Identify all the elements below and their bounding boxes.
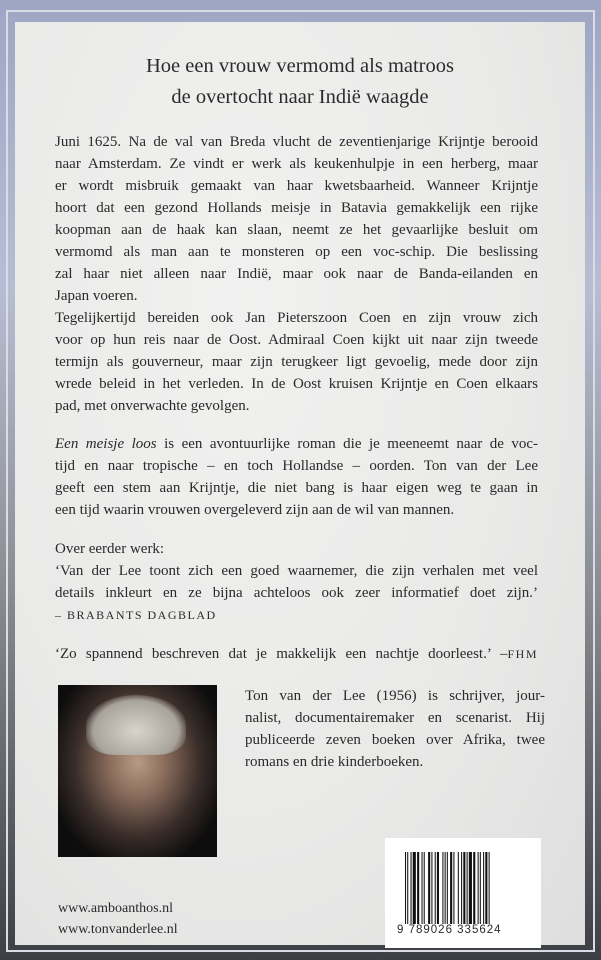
barcode-bar <box>411 852 412 924</box>
author-photo <box>58 685 217 857</box>
review-source: FHM <box>507 647 538 661</box>
barcode-bar <box>480 852 481 924</box>
publisher-url[interactable]: www.amboanthos.nl <box>58 901 173 916</box>
barcode-bar <box>461 852 462 924</box>
blurb-line: koopman aan de haak kan slaan, neemt ze het gevaarlijke besluit om <box>55 222 538 238</box>
barcode-bar <box>435 852 436 924</box>
author-bio-line: publiceerde zeven boeken over Afrika, twee <box>245 732 545 748</box>
blurb-line: een tijd waarin vrouwen overgeleverd zijn aan de wil van mannen. <box>55 502 455 518</box>
barcode-bar <box>437 852 439 924</box>
blurb-line: geeft een stem aan Krijntje, die niet bang is haar eigen weg te gaan in <box>55 480 538 496</box>
tagline-line-2: de overtocht naar Indië waagde <box>171 86 429 108</box>
barcode-bar <box>463 852 465 924</box>
book-title: Een meisje loos <box>55 436 157 452</box>
blurb-line: Tegelijkertijd bereiden ook Jan Pieterszoon Coen en zijn vrouw zich <box>55 310 538 326</box>
blurb-line: naar Amsterdam. Ze vindt er werk als keukenhulpje in een herberg, maar <box>55 156 538 172</box>
barcode-bar <box>431 852 432 924</box>
blurb-line: tijd en naar tropische – en toch Hollandse – oorden. Ton van der Lee <box>55 458 538 474</box>
tagline-line-1: Hoe een vrouw vermomd als matroos <box>146 55 454 77</box>
isbn-number: 9 789026 335624 <box>397 924 502 936</box>
review-quote-line: ‘Van der Lee toont zich een goed waarnemer, die zijn verhalen met veel <box>55 563 538 579</box>
reviews-heading: Over eerder werk: <box>55 541 165 557</box>
barcode-bar <box>483 852 484 924</box>
barcode-bar <box>458 852 459 924</box>
blurb-line: Een meisje loos is een avontuurlijke roman die je meeneemt naar de voc- <box>55 436 538 452</box>
blurb-line: er wordt misbruik gemaakt van haar kwetsbaarheid. Wanneer Krijntje <box>55 178 538 194</box>
review-quote-line: details inkleurt en ze bijna achteloos ook zeer informatief doet zijn.’ <box>55 585 538 601</box>
blurb-line: zal haar niet alleen naar Indië, maar ook naar de Banda-eilanden en <box>55 266 538 282</box>
barcode-bar <box>445 852 446 924</box>
barcode-bar <box>450 852 452 924</box>
back-cover-panel <box>15 22 585 945</box>
barcode-bar <box>413 852 416 924</box>
author-bio-line: romans en drie kinderboeken. <box>245 754 424 770</box>
blurb-line: pad, met onverwachte gevolgen. <box>55 398 250 414</box>
barcode-bar <box>453 852 454 924</box>
barcode-bars <box>405 852 520 924</box>
barcode-bar <box>485 852 487 924</box>
barcode-bar <box>442 852 443 924</box>
blurb-line: vermomd als man aan te monsteren op een voc-schip. Die beslissing <box>55 244 538 260</box>
review-source: – BRABANTS DAGBLAD <box>55 608 217 622</box>
blurb-line: wrede beleid in het verleden. In de Oost kruisen Krijntje en Coen elkaars <box>55 376 538 392</box>
barcode-bar <box>424 852 425 924</box>
blurb-line: Juni 1625. Na de val van Breda vlucht de zeventienjarige Krijntje berooid <box>55 134 538 150</box>
blurb-line: hoort dat een gezond Hollands meisje in Batavia gemakkelijk een rijke <box>55 200 538 216</box>
barcode-bar <box>407 852 408 924</box>
review-quote-2: ‘Zo spannend beschreven dat je makkelijk een nachtje doorleest.’ –FHM <box>55 646 538 662</box>
barcode-bar <box>417 852 419 924</box>
blurb-line: voor op hun reis naar de Oost. Admiraal Coen kijkt uit naar zijn tweede <box>55 332 538 348</box>
author-bio-line: Ton van der Lee (1956) is schrijver, jour- <box>245 688 545 704</box>
barcode-bar <box>428 852 430 924</box>
barcode-bar <box>469 852 472 924</box>
author-bio-line: nalist, documentairemaker en scenarist. Hij <box>245 710 545 726</box>
barcode-bar <box>467 852 468 924</box>
author-url[interactable]: www.tonvanderlee.nl <box>58 922 178 937</box>
blurb-line: Japan voeren. <box>55 288 138 304</box>
barcode-bar <box>405 852 406 924</box>
barcode-bar <box>447 852 448 924</box>
barcode-bar <box>473 852 475 924</box>
blurb-line: termijn als gouverneur, maar zijn terugkeer ligt gevoelig, mede door zijn <box>55 354 538 370</box>
barcode-bar <box>478 852 479 924</box>
isbn-barcode <box>385 838 541 948</box>
barcode-bar <box>489 852 490 924</box>
barcode-bar <box>422 852 423 924</box>
